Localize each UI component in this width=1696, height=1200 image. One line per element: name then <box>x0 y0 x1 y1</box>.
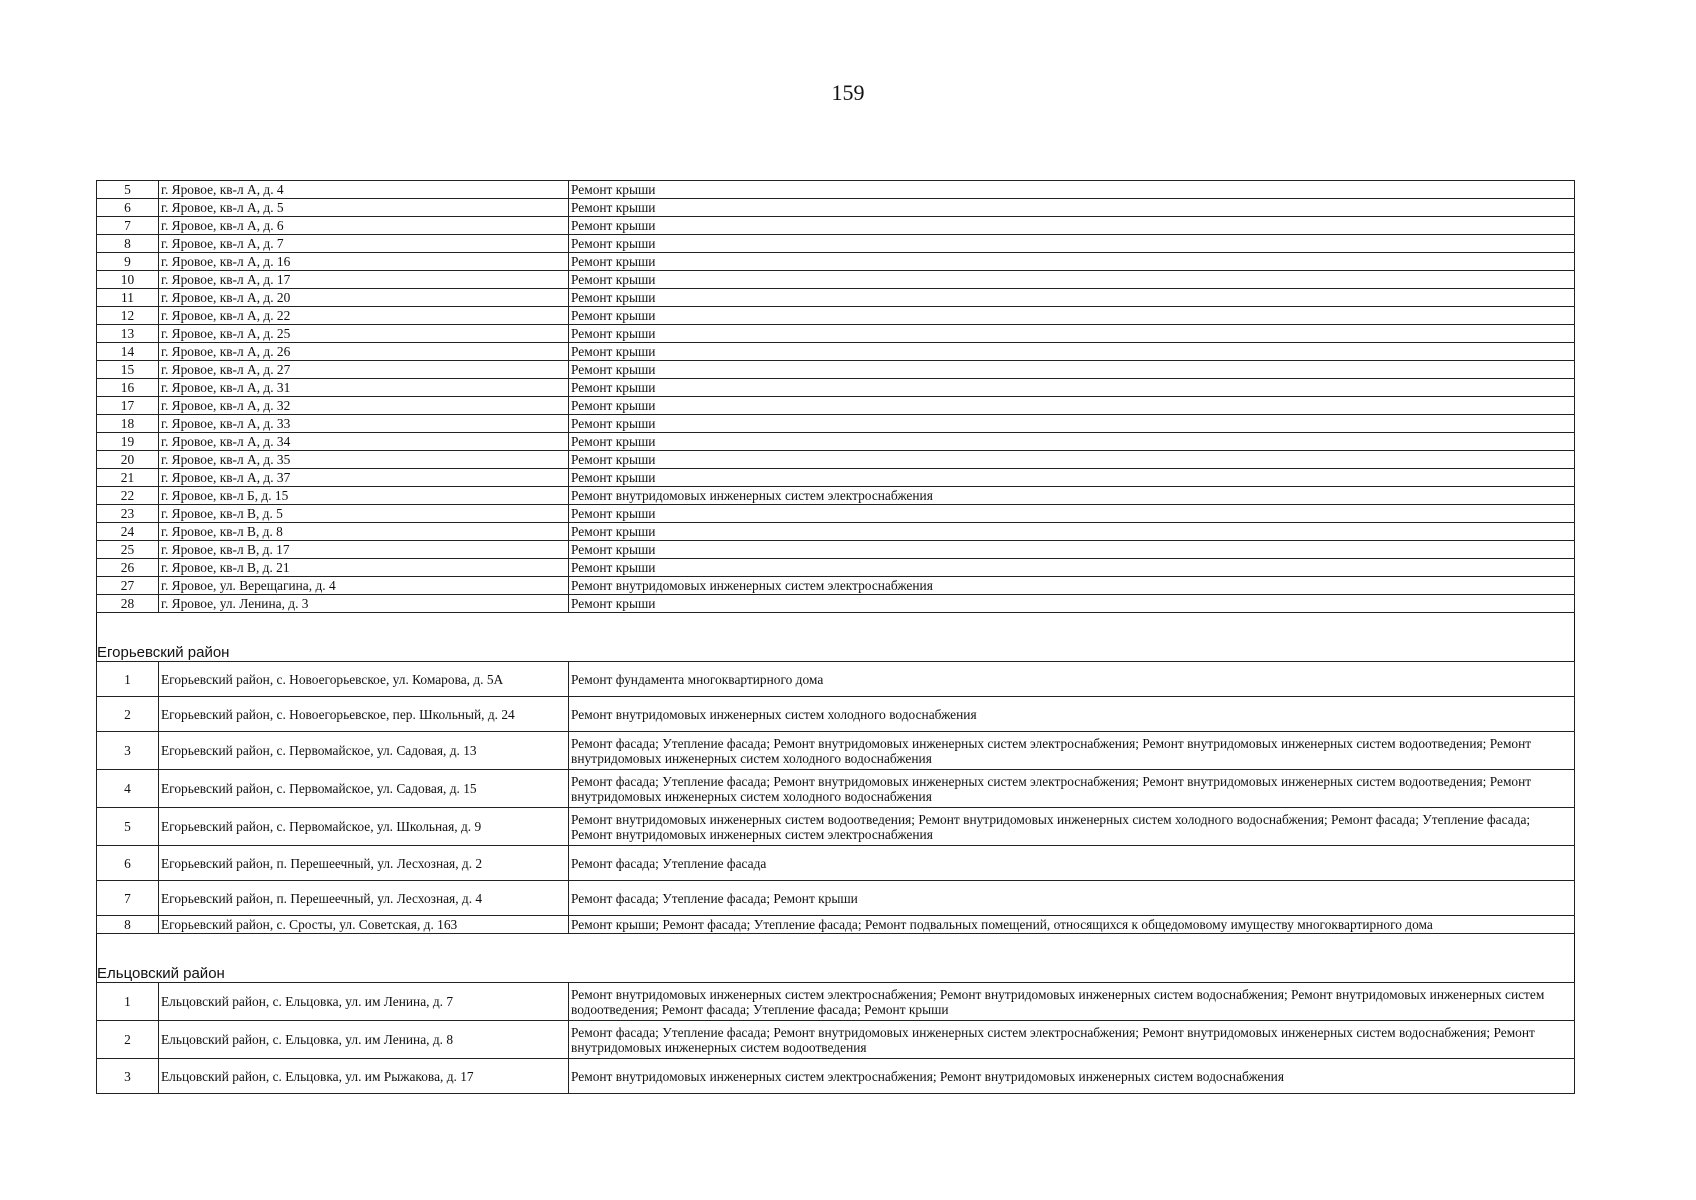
table-row <box>97 235 1575 253</box>
table-row <box>97 397 1575 415</box>
table-row <box>97 595 1575 613</box>
table-row <box>97 379 1575 397</box>
row-work-type: Ремонт крыши <box>569 397 1575 415</box>
row-work-type: Ремонт крыши <box>569 379 1575 397</box>
table-row <box>97 271 1575 289</box>
table-row <box>97 523 1575 541</box>
row-address: г. Яровое, кв-л А, д. 20 <box>159 289 569 307</box>
row-address: Ельцовский район, с. Ельцовка, ул. им Ленина, д. 8 <box>159 1021 569 1059</box>
table-row <box>97 433 1575 451</box>
row-work-type: Ремонт крыши <box>569 307 1575 325</box>
row-number: 15 <box>97 361 159 379</box>
table-row <box>97 451 1575 469</box>
table-body <box>97 181 1575 1094</box>
row-number: 9 <box>97 253 159 271</box>
row-work-type: Ремонт фасада; Утепление фасада; Ремонт крыши <box>569 881 1575 916</box>
row-number: 8 <box>97 235 159 253</box>
row-work-type: Ремонт крыши <box>569 415 1575 433</box>
row-number: 5 <box>97 808 159 846</box>
row-work-type: Ремонт крыши <box>569 469 1575 487</box>
table-row <box>97 307 1575 325</box>
row-number: 26 <box>97 559 159 577</box>
row-address: Ельцовский район, с. Ельцовка, ул. им Ленина, д. 7 <box>159 983 569 1021</box>
table-row <box>97 662 1575 697</box>
row-number: 12 <box>97 307 159 325</box>
section-title: Егорьевский район <box>97 643 1575 662</box>
row-number: 23 <box>97 505 159 523</box>
row-address: г. Яровое, кв-л А, д. 37 <box>159 469 569 487</box>
row-number: 7 <box>97 881 159 916</box>
row-address: Егорьевский район, с. Сросты, ул. Советская, д. 163 <box>159 916 569 934</box>
table-row <box>97 846 1575 881</box>
gap-cell <box>97 613 1575 644</box>
table-row <box>97 289 1575 307</box>
row-number: 25 <box>97 541 159 559</box>
row-work-type: Ремонт крыши <box>569 271 1575 289</box>
row-number: 3 <box>97 732 159 770</box>
row-number: 19 <box>97 433 159 451</box>
table-row <box>97 181 1575 199</box>
table-row <box>97 1059 1575 1094</box>
row-number: 14 <box>97 343 159 361</box>
row-address: Ельцовский район, с. Ельцовка, ул. им Рыжакова, д. 17 <box>159 1059 569 1094</box>
table-row <box>97 487 1575 505</box>
row-address: г. Яровое, кв-л А, д. 34 <box>159 433 569 451</box>
row-number: 6 <box>97 199 159 217</box>
row-work-type: Ремонт крыши <box>569 541 1575 559</box>
row-work-type: Ремонт крыши <box>569 235 1575 253</box>
row-number: 10 <box>97 271 159 289</box>
row-address: г. Яровое, кв-л А, д. 6 <box>159 217 569 235</box>
row-address: г. Яровое, кв-л Б, д. 15 <box>159 487 569 505</box>
row-number: 3 <box>97 1059 159 1094</box>
row-work-type: Ремонт фасада; Утепление фасада <box>569 846 1575 881</box>
row-work-type: Ремонт крыши <box>569 325 1575 343</box>
row-number: 7 <box>97 217 159 235</box>
table-row <box>97 983 1575 1021</box>
row-work-type: Ремонт внутридомовых инженерных систем электроснабжения; Ремонт внутридомовых инженерных систем водоснабжения <box>569 1059 1575 1094</box>
row-number: 21 <box>97 469 159 487</box>
table-row <box>97 770 1575 808</box>
table-row <box>97 697 1575 732</box>
row-number: 2 <box>97 697 159 732</box>
table-row <box>97 469 1575 487</box>
table-row <box>97 325 1575 343</box>
row-address: Егорьевский район, с. Первомайское, ул. Садовая, д. 13 <box>159 732 569 770</box>
row-address: Егорьевский район, с. Новоегорьевское, пер. Школьный, д. 24 <box>159 697 569 732</box>
row-number: 8 <box>97 916 159 934</box>
row-address: г. Яровое, кв-л А, д. 16 <box>159 253 569 271</box>
row-work-type: Ремонт крыши <box>569 451 1575 469</box>
row-number: 2 <box>97 1021 159 1059</box>
row-address: г. Яровое, кв-л В, д. 17 <box>159 541 569 559</box>
row-number: 11 <box>97 289 159 307</box>
section-gap <box>97 613 1575 644</box>
row-work-type: Ремонт крыши <box>569 253 1575 271</box>
row-number: 24 <box>97 523 159 541</box>
table-row <box>97 881 1575 916</box>
row-work-type: Ремонт фундамента многоквартирного дома <box>569 662 1575 697</box>
row-work-type: Ремонт крыши <box>569 505 1575 523</box>
table-row <box>97 808 1575 846</box>
row-work-type: Ремонт крыши <box>569 289 1575 307</box>
row-address: Егорьевский район, п. Перешеечный, ул. Лесхозная, д. 2 <box>159 846 569 881</box>
row-number: 28 <box>97 595 159 613</box>
row-work-type: Ремонт внутридомовых инженерных систем холодного водоснабжения <box>569 697 1575 732</box>
row-address: Егорьевский район, с. Первомайское, ул. Садовая, д. 15 <box>159 770 569 808</box>
row-work-type: Ремонт крыши <box>569 433 1575 451</box>
row-number: 5 <box>97 181 159 199</box>
table-row <box>97 505 1575 523</box>
table-row <box>97 415 1575 433</box>
table-row <box>97 199 1575 217</box>
row-address: Егорьевский район, с. Новоегорьевское, ул. Комарова, д. 5А <box>159 662 569 697</box>
table-row <box>97 361 1575 379</box>
row-address: г. Яровое, кв-л В, д. 8 <box>159 523 569 541</box>
row-work-type: Ремонт крыши <box>569 361 1575 379</box>
row-work-type: Ремонт фасада; Утепление фасада; Ремонт внутридомовых инженерных систем электроснабжения; Ремонт внутридомовых инженерных систем водоотведения; Ремонт внутридомовых инженерных систем холодного водоснабжения <box>569 770 1575 808</box>
row-number: 6 <box>97 846 159 881</box>
row-number: 1 <box>97 983 159 1021</box>
row-address: г. Яровое, кв-л А, д. 32 <box>159 397 569 415</box>
row-address: г. Яровое, кв-л А, д. 25 <box>159 325 569 343</box>
row-work-type: Ремонт крыши <box>569 343 1575 361</box>
row-work-type: Ремонт крыши <box>569 595 1575 613</box>
row-work-type: Ремонт крыши; Ремонт фасада; Утепление фасада; Ремонт подвальных помещений, относящихся к общедомовому имуществу многоквартирного дома <box>569 916 1575 934</box>
table-row <box>97 916 1575 934</box>
row-number: 18 <box>97 415 159 433</box>
table-row <box>97 541 1575 559</box>
row-number: 20 <box>97 451 159 469</box>
row-address: г. Яровое, кв-л А, д. 33 <box>159 415 569 433</box>
table-row <box>97 253 1575 271</box>
table-row <box>97 343 1575 361</box>
row-work-type: Ремонт внутридомовых инженерных систем водоотведения; Ремонт внутридомовых инженерных систем холодного водоснабжения; Ремонт фасада; Утепление фасада; Ремонт внутридомовых инженерных систем электроснабжения <box>569 808 1575 846</box>
repair-table <box>96 180 1575 1094</box>
row-address: г. Яровое, кв-л А, д. 4 <box>159 181 569 199</box>
table-row <box>97 559 1575 577</box>
row-address: г. Яровое, кв-л А, д. 26 <box>159 343 569 361</box>
row-address: г. Яровое, кв-л В, д. 5 <box>159 505 569 523</box>
row-work-type: Ремонт внутридомовых инженерных систем электроснабжения; Ремонт внутридомовых инженерных систем водоснабжения; Ремонт внутридомовых инженерных систем водоотведения; Ремонт фасада; Утепление фасада; Ремонт крыши <box>569 983 1575 1021</box>
row-number: 22 <box>97 487 159 505</box>
row-number: 17 <box>97 397 159 415</box>
section-gap <box>97 934 1575 965</box>
table-row <box>97 577 1575 595</box>
row-number: 1 <box>97 662 159 697</box>
row-address: Егорьевский район, п. Перешеечный, ул. Лесхозная, д. 4 <box>159 881 569 916</box>
row-number: 13 <box>97 325 159 343</box>
row-address: г. Яровое, кв-л А, д. 22 <box>159 307 569 325</box>
row-number: 4 <box>97 770 159 808</box>
row-address: г. Яровое, кв-л А, д. 7 <box>159 235 569 253</box>
gap-cell <box>97 934 1575 965</box>
row-number: 27 <box>97 577 159 595</box>
table-row <box>97 217 1575 235</box>
table-row <box>97 1021 1575 1059</box>
row-work-type: Ремонт крыши <box>569 523 1575 541</box>
row-address: г. Яровое, кв-л А, д. 27 <box>159 361 569 379</box>
section-title: Ельцовский район <box>97 964 1575 983</box>
table-row <box>97 732 1575 770</box>
row-work-type: Ремонт крыши <box>569 217 1575 235</box>
row-address: г. Яровое, ул. Верещагина, д. 4 <box>159 577 569 595</box>
page-number: 159 <box>831 80 865 105</box>
row-work-type: Ремонт внутридомовых инженерных систем электроснабжения <box>569 487 1575 505</box>
row-address: г. Яровое, кв-л В, д. 21 <box>159 559 569 577</box>
row-address: г. Яровое, ул. Ленина, д. 3 <box>159 595 569 613</box>
section-header <box>97 643 1575 662</box>
row-work-type: Ремонт фасада; Утепление фасада; Ремонт внутридомовых инженерных систем электроснабжения; Ремонт внутридомовых инженерных систем водоотведения; Ремонт внутридомовых инженерных систем холодного водоснабжения <box>569 732 1575 770</box>
row-work-type: Ремонт внутридомовых инженерных систем электроснабжения <box>569 577 1575 595</box>
row-work-type: Ремонт фасада; Утепление фасада; Ремонт внутридомовых инженерных систем электроснабжения; Ремонт внутридомовых инженерных систем водоснабжения; Ремонт внутридомовых инженерных систем водоотведения <box>569 1021 1575 1059</box>
row-work-type: Ремонт крыши <box>569 181 1575 199</box>
row-work-type: Ремонт крыши <box>569 559 1575 577</box>
row-number: 16 <box>97 379 159 397</box>
row-address: г. Яровое, кв-л А, д. 35 <box>159 451 569 469</box>
row-address: г. Яровое, кв-л А, д. 31 <box>159 379 569 397</box>
row-address: г. Яровое, кв-л А, д. 5 <box>159 199 569 217</box>
row-address: Егорьевский район, с. Первомайское, ул. Школьная, д. 9 <box>159 808 569 846</box>
section-header <box>97 964 1575 983</box>
row-work-type: Ремонт крыши <box>569 199 1575 217</box>
row-address: г. Яровое, кв-л А, д. 17 <box>159 271 569 289</box>
